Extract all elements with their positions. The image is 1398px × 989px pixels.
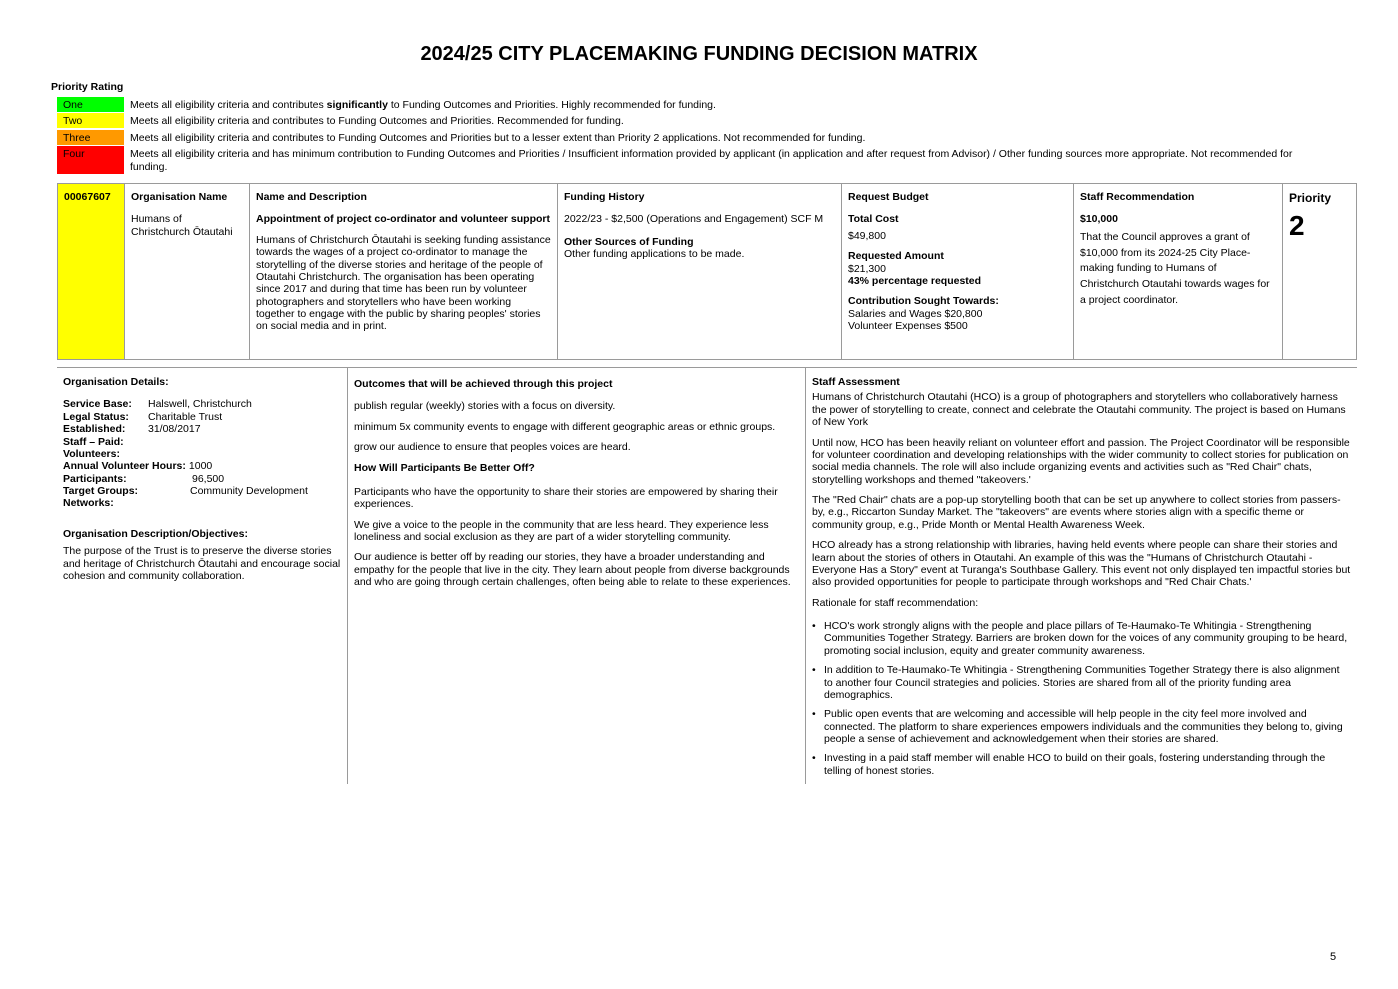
priority-header: Priority xyxy=(1289,191,1332,205)
better-off-item: Participants who have the opportunity to share their stories are empowered by sharing their experiences. xyxy=(354,485,778,511)
rationale-list xyxy=(812,620,1351,777)
priority-row-three xyxy=(57,130,1317,146)
priority-row-one xyxy=(57,97,1317,113)
staff-assessment-heading: Staff Assessment xyxy=(812,376,900,388)
other-sources-header: Other Sources of Funding xyxy=(564,235,694,248)
rationale-item: • HCO's work strongly aligns with the people and place pillars of Te-Haumako-Te Whitingia - Strengthening Communities Together Strategy. Barriers are broken down for the voices of any community grouping to be heard, promoting social inclusion, equity and greater community awareness. xyxy=(812,620,1351,657)
priority-swatch-one: One xyxy=(57,97,124,112)
detail-established: Established: 31/08/2017 xyxy=(63,423,201,436)
priority-rating-heading: Priority Rating xyxy=(51,81,124,93)
name-description-cell xyxy=(250,184,558,359)
priority-rating-legend xyxy=(57,97,1317,175)
outcomes-heading: Outcomes that will be achieved through this project xyxy=(354,378,613,390)
organisation-details-column xyxy=(57,368,348,784)
other-sources-text: Other funding applications to be made. xyxy=(564,248,745,261)
priority-row-four xyxy=(57,146,1317,175)
priority-desc-four: Meets all eligibility criteria and has minimum contribution to Funding Outcomes and Priorities / Insufficient information provided by applicant (in application and after request from Advisor) / Other funding sources more appropriate. Not recommended for funding. xyxy=(130,148,1293,173)
rationale-item: • In addition to Te-Haumako-Te Whitingia - Strengthening Communities Together Strategy there is also alignment to another four Council strategies and policies. Stories are shared from all of the priority funding area demographics. xyxy=(812,664,1351,701)
funding-history-cell xyxy=(558,184,842,359)
detail-volunteers: Volunteers: xyxy=(63,447,120,460)
priority-swatch-two: Two xyxy=(57,113,124,128)
outcome-item: grow our audience to ensure that peoples voices are heard. xyxy=(354,441,631,454)
detail-staff-paid: Staff – Paid: xyxy=(63,435,124,448)
rationale-heading: Rationale for staff recommendation: xyxy=(812,596,979,609)
staff-assessment-column xyxy=(806,368,1357,784)
priority-row-two xyxy=(57,113,1317,129)
percentage-requested: 43% percentage requested xyxy=(848,274,982,287)
funding-history-header: Funding History xyxy=(564,191,645,203)
outcomes-column xyxy=(348,368,806,784)
total-cost-value: $49,800 xyxy=(848,229,886,242)
details-section xyxy=(57,367,1357,784)
priority-swatch-four: Four xyxy=(57,146,124,174)
detail-service-base: Service Base: Halswell, Christchurch xyxy=(63,398,252,411)
priority-value: 2 xyxy=(1289,210,1305,242)
priority-swatch-three: Three xyxy=(57,130,124,145)
organisation-description-text: The purpose of the Trust is to preserve the diverse stories and heritage of Christchurch Ōtautahi and encourage social cohesion and community collaboration. xyxy=(63,545,341,582)
project-description: Humans of Christchurch Ōtautahi is seeking funding assistance towards the wages of a project co-ordinator to manage the storytelling of the diverse stories and heritage of the people of Otautahi Christchurch. The organisation has been operating since 2017 and during that time has been run by volunteer photographers and storytellers who have been working together to engage with the public by sharing peoples' stories on social media and in print. xyxy=(256,233,551,333)
contribution-label: Contribution Sought Towards: xyxy=(848,295,999,308)
organisation-cell xyxy=(125,184,250,359)
contribution-volunteer: Volunteer Expenses $500 xyxy=(848,320,968,332)
request-budget-cell xyxy=(842,184,1074,359)
detail-volunteer-hours: Annual Volunteer Hours: 1000 xyxy=(63,460,213,473)
outcome-item: publish regular (weekly) stories with a focus on diversity. xyxy=(354,400,616,413)
rationale-item: • Investing in a paid staff member will enable HCO to build on their goals, fostering understanding through the telling of honest stories. xyxy=(812,752,1351,777)
page-number: 5 xyxy=(1330,951,1337,963)
priority-desc-two: Meets all eligibility criteria and contributes to Funding Outcomes and Priorities. Recommended for funding. xyxy=(130,115,624,128)
assessment-paragraph: The "Red Chair" chats are a pop-up storytelling booth that can be set up anywhere to collect stories from passers-by, e.g., Riccarton Sunday Market. The "takeovers" are events where stories align with a specific theme or community group, e.g., Pride Month or Mental Health Awareness Week. xyxy=(812,494,1341,531)
organisation-details-heading: Organisation Details: xyxy=(63,376,169,388)
request-budget-header: Request Budget xyxy=(848,191,929,203)
name-description-header: Name and Description xyxy=(256,191,367,203)
better-off-item: We give a voice to the people in the community that are less heard. They experience less loneliness and social exclusion as they are part of a wider storytelling community. xyxy=(354,518,769,543)
funding-history-text: 2022/23 - $2,500 (Operations and Engagement) SCF M xyxy=(564,213,824,226)
total-cost-label: Total Cost xyxy=(848,213,899,226)
organisation-header: Organisation Name xyxy=(131,191,228,203)
project-title: Appointment of project co-ordinator and volunteer support xyxy=(256,213,550,226)
rationale-item: • Public open events that are welcoming and accessible will help people in the city feel more involved and connected. The platform to share experiences empowers individuals and the communities they belong to, giving people a sense of achievement and acknowledgement when their stories are shared. xyxy=(812,708,1351,745)
priority-cell xyxy=(1283,184,1356,359)
organisation-name: Humans of Christchurch Ōtautahi xyxy=(131,213,233,238)
requested-amount-label: Requested Amount xyxy=(848,250,944,263)
organisation-description-heading: Organisation Description/Objectives: xyxy=(63,527,248,540)
staff-recommendation-amount: $10,000 xyxy=(1080,213,1118,226)
detail-participants: Participants: 96,500 xyxy=(63,472,225,485)
priority-desc-three: Meets all eligibility criteria and contributes to Funding Outcomes and Priorities but to a lesser extent than Priority 2 applications. Not recommended for funding. xyxy=(130,131,866,144)
page-title: 2024/25 CITY PLACEMAKING FUNDING DECISION MATRIX xyxy=(420,43,978,65)
staff-recommendation-cell xyxy=(1074,184,1283,359)
contribution-salaries: Salaries and Wages $20,800 xyxy=(848,307,983,320)
better-off-heading: How Will Participants Be Better Off? xyxy=(354,461,535,474)
application-summary-table xyxy=(57,183,1357,360)
staff-recommendation-text: That the Council approves a grant of $10,000 from its 2024-25 City Place-making funding to Humans of Christchurch Otautahi towards wages for a project coordinator. xyxy=(1080,230,1270,306)
assessment-paragraph: HCO already has a strong relationship with libraries, having held events where people can share their stories and learn about the stories of others in Otautahi. An example of this was the "Humans of Christchurch Otautahi - Everyone Has a Story" event at Turanga's Southbase Gallery. This event not only displayed ten impactful stories but also provided opportunities for people to participate through workshops and "Red Chair Chats.' xyxy=(812,539,1351,589)
outcome-item: minimum 5x community events to engage with different geographic areas or ethnic groups. xyxy=(354,420,776,433)
detail-networks: Networks: xyxy=(63,497,114,510)
requested-amount-value: $21,300 xyxy=(848,262,886,275)
assessment-paragraph: Until now, HCO has been heavily reliant on volunteer effort and passion. The Project Coordinator will be responsible for volunteer coordination and developing relationships with the wider community to collect stories for publication on social media channels. The role will also include organizing events and activities such as "Red Chair" chats, storytelling workshops and themed "takeovers.' xyxy=(812,436,1350,486)
detail-legal-status: Legal Status: Charitable Trust xyxy=(63,410,223,423)
detail-target-groups: Target Groups: Community Development xyxy=(63,485,308,497)
application-id: 00067607 xyxy=(58,184,125,359)
assessment-paragraph: Humans of Christchurch Otautahi (HCO) is a group of photographers and storytellers who collaboratively harness the power of storytelling to create, connect and celebrate the Otautahi community. The project is based on Humans of New York xyxy=(812,391,1346,429)
better-off-item: Our audience is better off by reading our stories, they have a broader understanding and empathy for the people that live in the city. They learn about people from diverse backgrounds and who are going through certain challenges, often being able to relate to these experiences. xyxy=(354,551,791,589)
priority-desc-one: Meets all eligibility criteria and contributes significantly to Funding Outcomes and Priorities. Highly recommended for funding. xyxy=(130,99,716,111)
staff-recommendation-header: Staff Recommendation xyxy=(1080,191,1195,203)
